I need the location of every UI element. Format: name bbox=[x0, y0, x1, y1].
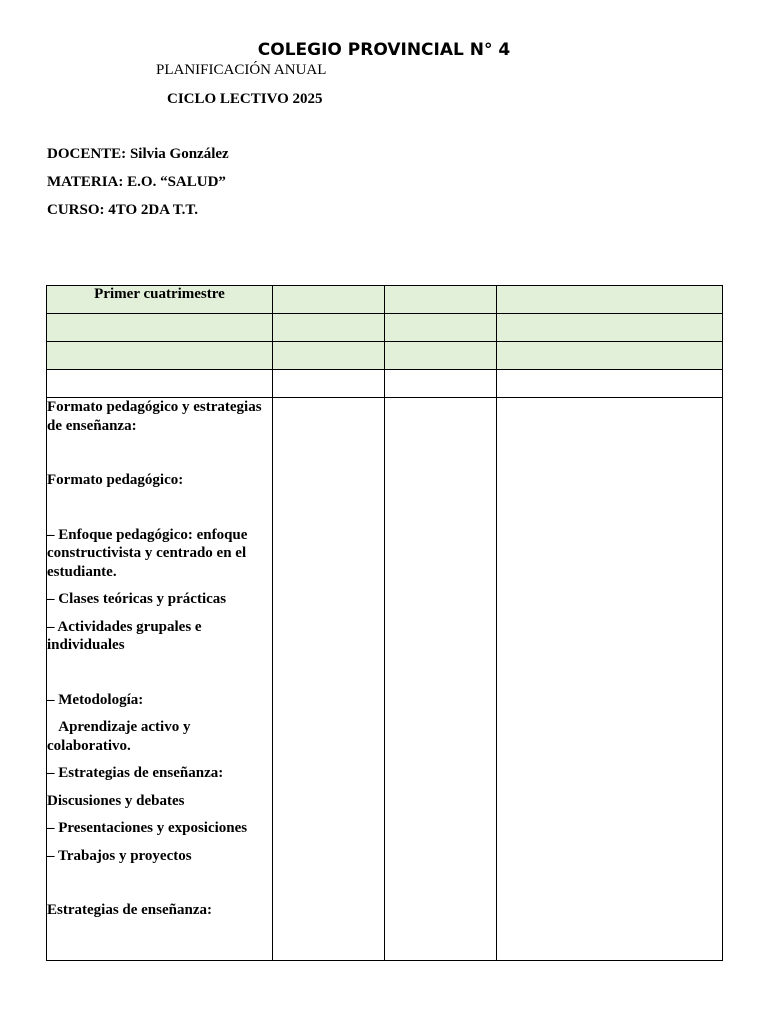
planning-table bbox=[46, 285, 723, 961]
table-cell bbox=[273, 314, 385, 342]
subject-name: E.O. “SALUD” bbox=[127, 174, 226, 190]
first-term-header: Primer cuatrimestre bbox=[47, 286, 273, 314]
content-line bbox=[47, 435, 272, 453]
pedagogical-format-cell bbox=[47, 398, 273, 961]
table-cell bbox=[273, 370, 385, 398]
school-year: CICLO LECTIVO 2025 bbox=[167, 91, 323, 107]
content-line: Aprendizaje activo y colaborativo. bbox=[47, 719, 195, 754]
content-line: – Trabajos y proyectos bbox=[47, 847, 192, 864]
course-line bbox=[47, 202, 198, 219]
content-line: – Presentaciones y exposiciones bbox=[47, 820, 248, 836]
content-line: Formato pedagógico y estrategias de enseñanza: bbox=[47, 399, 262, 434]
content-line: – Actividades grupales e individuales bbox=[47, 618, 202, 653]
planning-subtitle: PLANIFICACIÓN ANUAL bbox=[156, 62, 327, 78]
content-line: – Enfoque pedagógico: enfoque constructivista y centrado en el estudiante. bbox=[47, 526, 248, 580]
content-line bbox=[47, 865, 272, 883]
table-cell bbox=[385, 286, 497, 314]
teacher-label: DOCENTE: bbox=[47, 146, 127, 162]
table-cell bbox=[47, 370, 273, 398]
table-row bbox=[47, 370, 723, 398]
table-cell bbox=[47, 342, 273, 370]
course-name: 4TO 2DA T.T. bbox=[108, 202, 199, 218]
table-cell bbox=[497, 314, 723, 342]
table-cell bbox=[385, 342, 497, 370]
content-line: – Estrategias de enseñanza: bbox=[47, 765, 224, 781]
course-label: CURSO: bbox=[47, 202, 105, 218]
table-cell bbox=[47, 314, 273, 342]
content-line: – Metodología: bbox=[47, 691, 144, 708]
table-row bbox=[47, 314, 723, 342]
table-cell bbox=[497, 398, 723, 961]
content-line: Estrategias de enseñanza: bbox=[47, 902, 212, 918]
subject-label: MATERIA: bbox=[47, 174, 124, 190]
table-cell bbox=[497, 370, 723, 398]
table-cell bbox=[497, 342, 723, 370]
content-line: Formato pedagógico: bbox=[47, 472, 184, 488]
table-row bbox=[47, 398, 723, 961]
table-cell bbox=[385, 370, 497, 398]
content-line: Discusiones y debates bbox=[47, 792, 185, 809]
document-title: COLEGIO PROVINCIAL N° 4 bbox=[257, 40, 511, 60]
table-row bbox=[47, 286, 723, 314]
table-cell bbox=[273, 398, 385, 961]
table-cell bbox=[385, 398, 497, 961]
content-line bbox=[47, 655, 272, 673]
table-row bbox=[47, 342, 723, 370]
subject-line bbox=[47, 174, 226, 191]
table-cell bbox=[273, 286, 385, 314]
content-line: – Clases teóricas y prácticas bbox=[47, 591, 227, 607]
teacher-name: Silvia González bbox=[129, 146, 229, 162]
table-cell bbox=[385, 314, 497, 342]
table-cell bbox=[273, 342, 385, 370]
content-line bbox=[47, 490, 272, 508]
teacher-line bbox=[47, 146, 229, 163]
table-cell bbox=[497, 286, 723, 314]
